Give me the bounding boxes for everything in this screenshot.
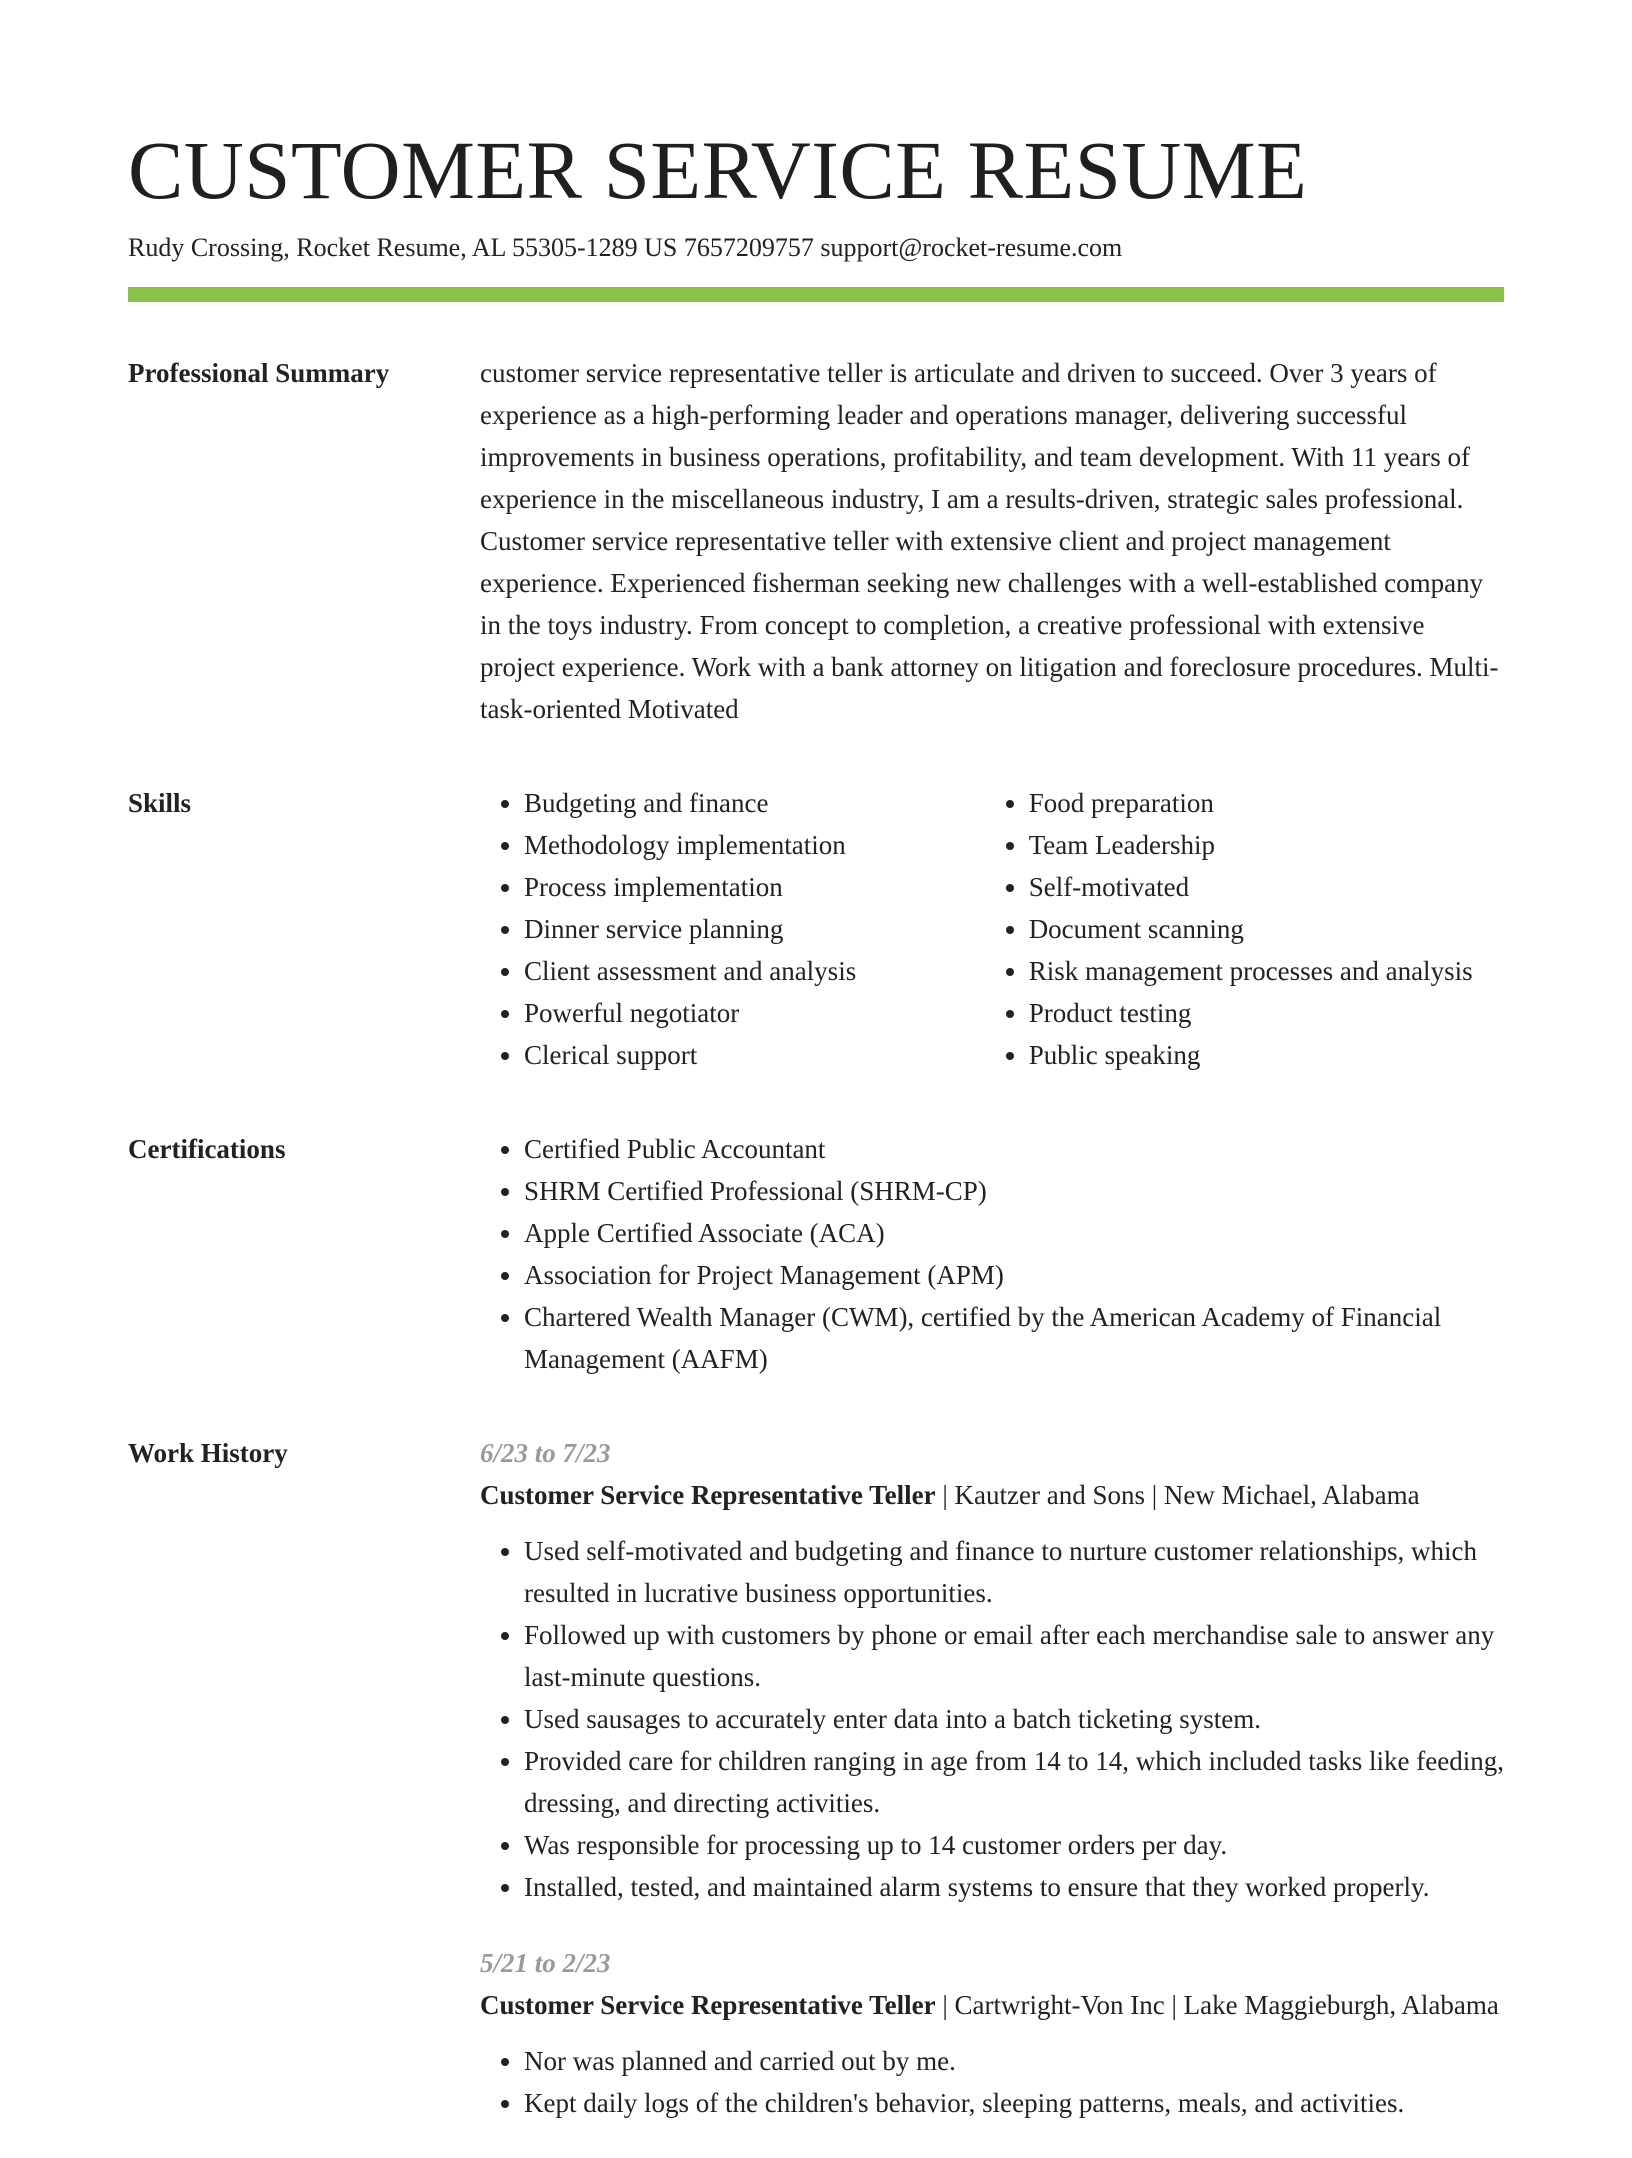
section-label-work-history: Work History xyxy=(128,1438,288,1468)
summary-text: customer service representative teller is articulate and driven to succeed. Over 3 years of experience as a high-performing leader and operations manager, delivering successful improvements in business operations, profitability, and team development. With 11 years of experience in the miscellaneous industry, I am a results-driven, strategic sales professional. Customer service representative teller with extensive client and project management experience. Experienced fisherman seeking new challenges with a well-established company in the toys industry. From concept to completion, a creative professional with extensive project experience. Work with a bank attorney on litigation and foreclosure procedures. Multi-task-oriented Motivated xyxy=(480,358,1499,724)
skill-item: • Risk management processes and analysis xyxy=(1029,950,1504,992)
certification-item: • SHRM Certified Professional (SHRM-CP) xyxy=(524,1170,1504,1212)
job-title: Customer Service Representative Teller xyxy=(480,1990,936,2020)
job-bullet: • Used self-motivated and budgeting and finance to nurture customer relationships, which resulted in lucrative business opportunities. xyxy=(524,1530,1504,1614)
job-entry xyxy=(480,1942,1504,2124)
skill-item: • Public speaking xyxy=(1029,1034,1504,1076)
skill-item: • Powerful negotiator xyxy=(524,992,985,1034)
skill-item: • Food preparation xyxy=(1029,782,1504,824)
job-heading xyxy=(480,1474,1504,1516)
job-title: Customer Service Representative Teller xyxy=(480,1480,936,1510)
job-company: | Cartwright-Von Inc | Lake Maggieburgh, Alabama xyxy=(935,1990,1499,2020)
resume-title: CUSTOMER SERVICE RESUME xyxy=(128,124,1308,216)
job-dates: 6/23 to 7/23 xyxy=(480,1438,611,1468)
job-bullet: • Was responsible for processing up to 14 customer orders per day. xyxy=(524,1824,1504,1866)
certifications-list xyxy=(480,1128,1504,1380)
job-bullets xyxy=(480,1530,1504,1908)
skill-item: • Client assessment and analysis xyxy=(524,950,985,992)
section-label-summary: Professional Summary xyxy=(128,358,390,388)
resume-page xyxy=(128,122,1504,2158)
job-bullet: • Installed, tested, and maintained alarm systems to ensure that they worked properly. xyxy=(524,1866,1504,1908)
certification-item: • Chartered Wealth Manager (CWM), certified by the American Academy of Financial Management (AAFM) xyxy=(524,1296,1504,1380)
certification-item: • Certified Public Accountant xyxy=(524,1128,1504,1170)
job-heading xyxy=(480,1984,1504,2026)
skill-item: • Product testing xyxy=(1029,992,1504,1034)
summary-section xyxy=(128,352,1504,730)
skill-item: • Methodology implementation xyxy=(524,824,985,866)
work-history-section xyxy=(128,1432,1504,2158)
skill-item: • Process implementation xyxy=(524,866,985,908)
skills-list-left xyxy=(480,782,985,1076)
skill-item: • Self-motivated xyxy=(1029,866,1504,908)
contact-line: Rudy Crossing, Rocket Resume, AL 55305-1289 US 7657209757 support@rocket-resume.com xyxy=(128,233,1123,262)
skill-item: • Team Leadership xyxy=(1029,824,1504,866)
job-dates: 5/21 to 2/23 xyxy=(480,1948,611,1978)
job-bullet: • Used sausages to accurately enter data into a batch ticketing system. xyxy=(524,1698,1504,1740)
job-bullets xyxy=(480,2040,1504,2124)
job-bullet: • Nor was planned and carried out by me. xyxy=(524,2040,1504,2082)
skill-item: • Budgeting and finance xyxy=(524,782,985,824)
job-bullet: • Kept daily logs of the children's behavior, sleeping patterns, meals, and activities. xyxy=(524,2082,1504,2124)
job-bullet: • Followed up with customers by phone or email after each merchandise sale to answer any last-minute questions. xyxy=(524,1614,1504,1698)
skill-item: • Clerical support xyxy=(524,1034,985,1076)
skills-section xyxy=(128,782,1504,1076)
certifications-section xyxy=(128,1128,1504,1380)
skill-item: • Document scanning xyxy=(1029,908,1504,950)
section-label-certifications: Certifications xyxy=(128,1134,286,1164)
skill-item: • Dinner service planning xyxy=(524,908,985,950)
certification-item: • Apple Certified Associate (ACA) xyxy=(524,1212,1504,1254)
job-bullet: • Provided care for children ranging in age from 14 to 14, which included tasks like feeding, dressing, and directing activities. xyxy=(524,1740,1504,1824)
job-company: | Kautzer and Sons | New Michael, Alabama xyxy=(935,1480,1420,1510)
skills-list-right xyxy=(985,782,1504,1076)
certification-item: • Association for Project Management (APM) xyxy=(524,1254,1504,1296)
section-label-skills: Skills xyxy=(128,788,192,818)
accent-divider xyxy=(128,287,1504,302)
job-entry xyxy=(480,1432,1504,1908)
